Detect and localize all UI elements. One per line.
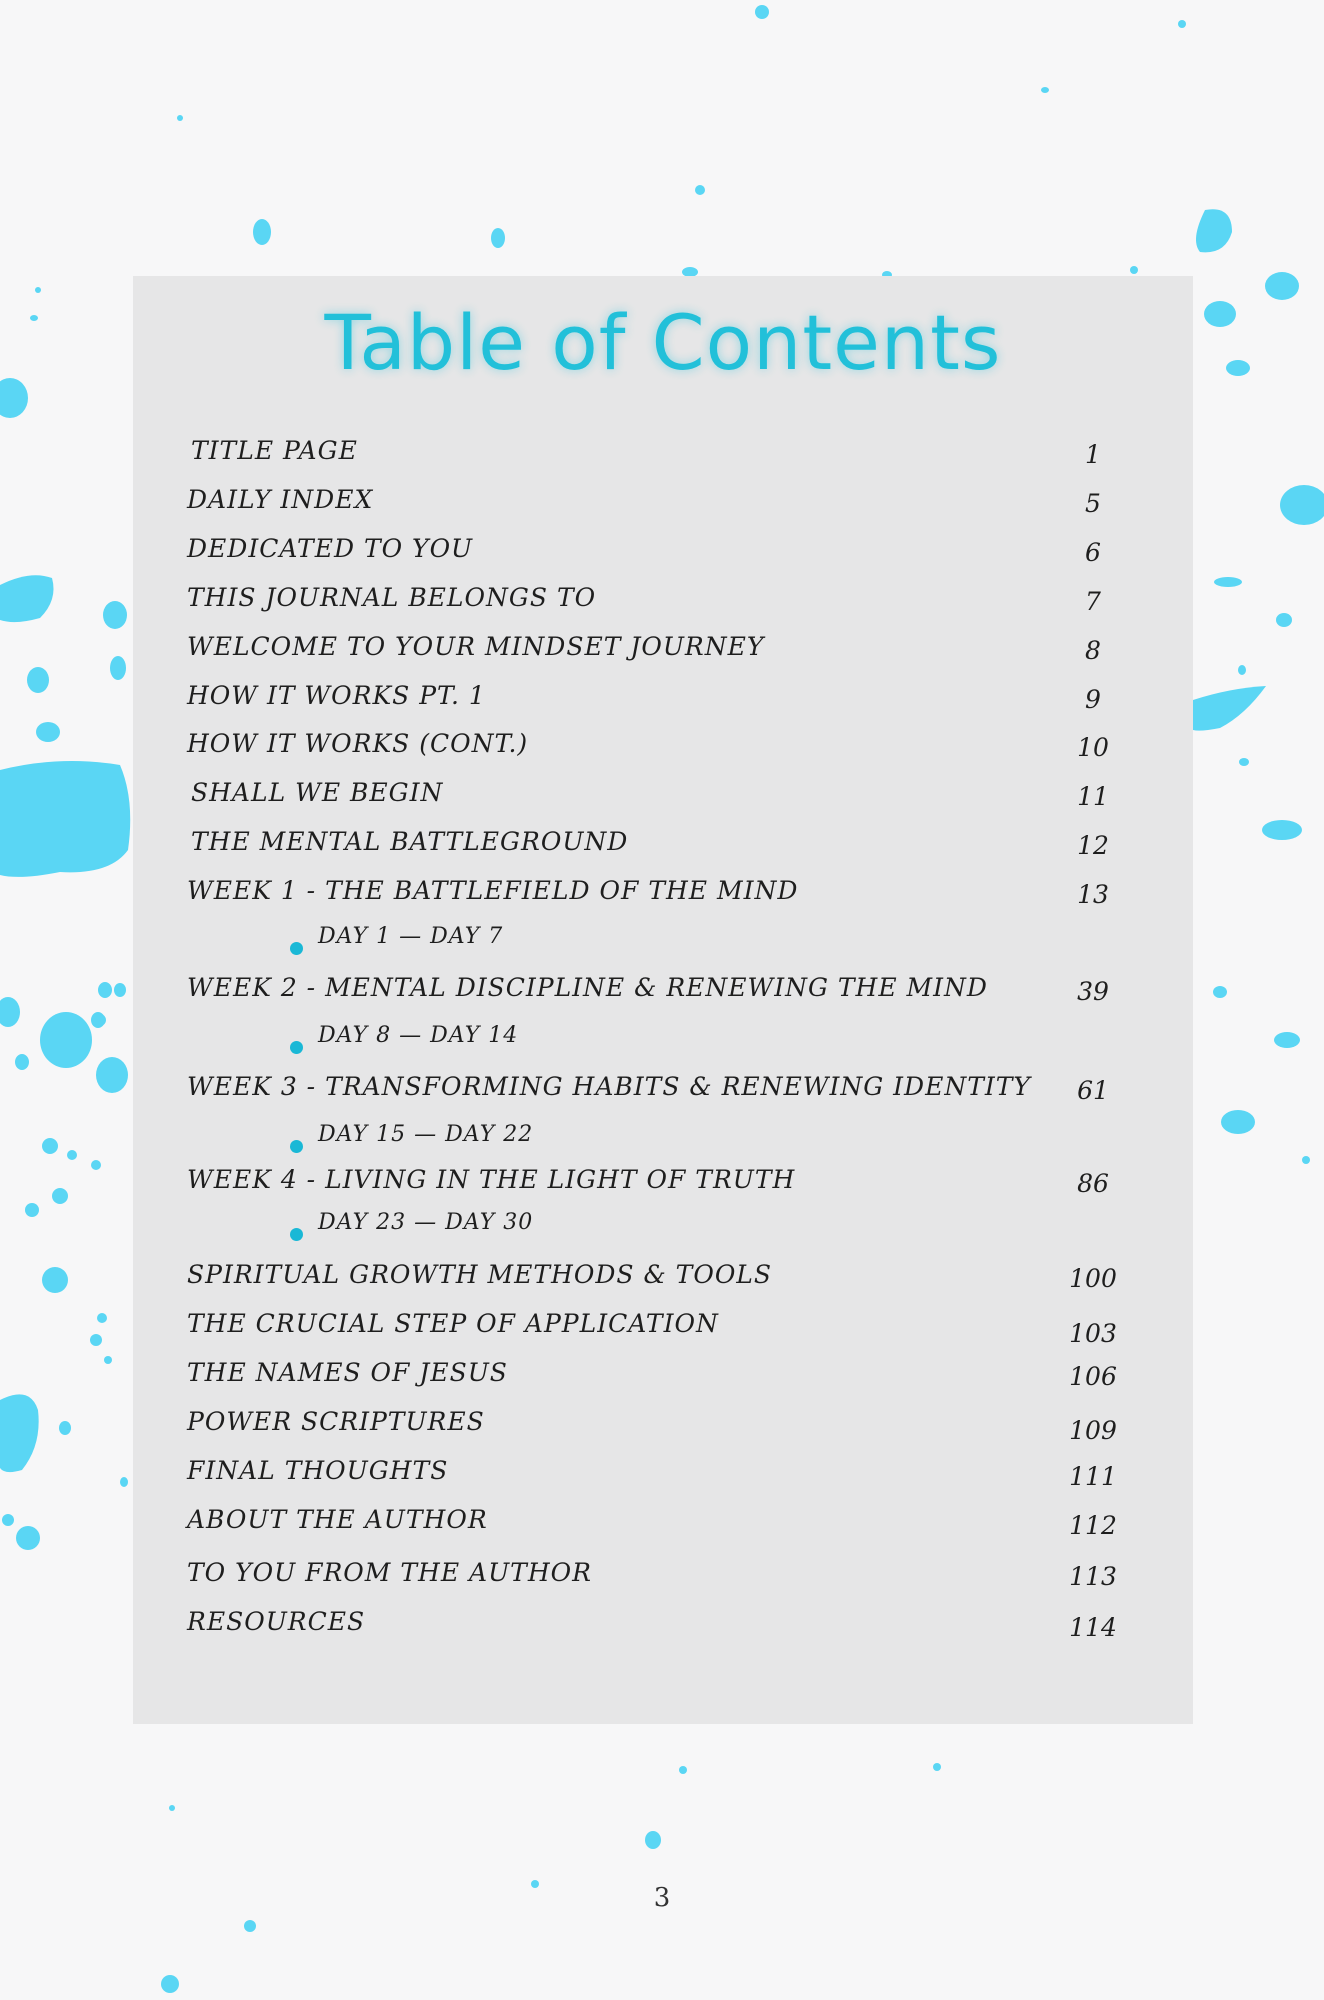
toc-entry-label: ABOUT THE AUTHOR: [187, 1505, 488, 1534]
toc-entry-label: WEEK 4 - LIVING IN THE LIGHT OF TRUTH: [187, 1165, 796, 1194]
toc-entry[interactable]: [133, 534, 1193, 574]
toc-entry-label: RESOURCES: [187, 1607, 366, 1636]
bullet-dot-icon: [290, 1140, 303, 1153]
toc-entry-page: 7: [1085, 587, 1101, 616]
bullet-dot-icon: [290, 942, 303, 955]
toc-entry-label: THIS JOURNAL BELONGS TO: [187, 583, 597, 612]
toc-entry-label: WEEK 3 - TRANSFORMING HABITS & RENEWING IDENTITY: [187, 1072, 1031, 1101]
toc-entry-page: 9: [1085, 685, 1101, 714]
toc-entry-label: POWER SCRIPTURES: [187, 1407, 485, 1436]
toc-entry-page: 103: [1069, 1319, 1117, 1348]
toc-entry-label: THE MENTAL BATTLEGROUND: [191, 827, 629, 856]
toc-entry-label: DAILY INDEX: [187, 485, 374, 514]
toc-entry[interactable]: [133, 583, 1193, 623]
toc-entry-page: 109: [1069, 1416, 1117, 1445]
toc-entry-page: 11: [1077, 782, 1109, 811]
toc-entry[interactable]: [133, 485, 1193, 525]
page-title: Table of Contents: [324, 298, 1002, 387]
toc-subentry[interactable]: [133, 1122, 1193, 1158]
toc-subentry-label: DAY 8 — DAY 14: [318, 1023, 519, 1048]
toc-entry-label: THE CRUCIAL STEP OF APPLICATION: [187, 1309, 719, 1338]
toc-entry-label: WEEK 1 - THE BATTLEFIELD OF THE MIND: [187, 876, 799, 905]
toc-entry-page: 12: [1077, 831, 1109, 860]
toc-entry-page: 114: [1069, 1613, 1117, 1642]
toc-subentry-label: DAY 1 — DAY 7: [318, 924, 504, 949]
toc-entry-page: 5: [1085, 489, 1101, 518]
toc-entry-page: 6: [1085, 538, 1101, 567]
toc-entry[interactable]: [133, 1358, 1193, 1398]
toc-entry[interactable]: [133, 1505, 1193, 1545]
toc-entry-page: 112: [1069, 1511, 1117, 1540]
toc-entry[interactable]: [133, 1407, 1193, 1447]
bullet-dot-icon: [290, 1041, 303, 1054]
toc-subentry-label: DAY 15 — DAY 22: [318, 1122, 534, 1147]
page-number: 3: [653, 1883, 671, 1913]
toc-entry-page: 86: [1077, 1169, 1109, 1198]
toc-entry[interactable]: [133, 1558, 1193, 1598]
toc-entry-page: 113: [1069, 1562, 1117, 1591]
toc-entry-page: 13: [1077, 880, 1109, 909]
toc-entry[interactable]: [133, 1260, 1193, 1300]
toc-entry[interactable]: [133, 973, 1193, 1013]
toc-subentry-label: DAY 23 — DAY 30: [318, 1210, 534, 1235]
toc-entry-label: WEEK 2 - MENTAL DISCIPLINE & RENEWING THE MIND: [187, 973, 988, 1002]
toc-subentry[interactable]: [133, 1023, 1193, 1059]
toc-entry[interactable]: [133, 778, 1193, 818]
toc-entry-label: HOW IT WORKS (CONT.): [187, 729, 529, 758]
toc-entry[interactable]: [133, 1072, 1193, 1112]
toc-entry-page: 39: [1077, 977, 1109, 1006]
toc-entry[interactable]: [133, 729, 1193, 769]
bullet-dot-icon: [290, 1228, 303, 1241]
toc-entry[interactable]: [133, 1607, 1193, 1647]
toc-entry[interactable]: [133, 1456, 1193, 1496]
toc-entry-page: 61: [1077, 1076, 1109, 1105]
toc-entry-label: WELCOME TO YOUR MINDSET JOURNEY: [187, 632, 765, 661]
toc-entry-label: TITLE PAGE: [191, 436, 358, 465]
toc-subentry[interactable]: [133, 1210, 1193, 1246]
toc-entry-label: THE NAMES OF JESUS: [187, 1358, 508, 1387]
toc-entry[interactable]: [133, 827, 1193, 867]
toc-entry-page: 100: [1069, 1264, 1117, 1293]
toc-entry-label: TO YOU FROM THE AUTHOR: [187, 1558, 592, 1587]
toc-entry-label: SHALL WE BEGIN: [191, 778, 444, 807]
toc-entry[interactable]: [133, 436, 1193, 476]
toc-entry-page: 106: [1069, 1362, 1117, 1391]
toc-panel: [133, 276, 1193, 1724]
toc-subentry[interactable]: [133, 924, 1193, 960]
toc-entry[interactable]: [133, 681, 1193, 721]
toc-entry[interactable]: [133, 876, 1193, 916]
toc-entry-label: DEDICATED TO YOU: [187, 534, 474, 563]
toc-entry[interactable]: [133, 1309, 1193, 1349]
toc-entry-label: SPIRITUAL GROWTH METHODS & TOOLS: [187, 1260, 773, 1289]
toc-entry-page: 8: [1085, 636, 1101, 665]
toc-entry-label: HOW IT WORKS PT. 1: [187, 681, 486, 710]
toc-entry-label: FINAL THOUGHTS: [187, 1456, 449, 1485]
toc-entry-page: 1: [1085, 440, 1101, 469]
toc-entry-page: 111: [1069, 1462, 1117, 1491]
toc-entry-page: 10: [1077, 733, 1109, 762]
toc-entry[interactable]: [133, 632, 1193, 672]
toc-entry[interactable]: [133, 1165, 1193, 1205]
